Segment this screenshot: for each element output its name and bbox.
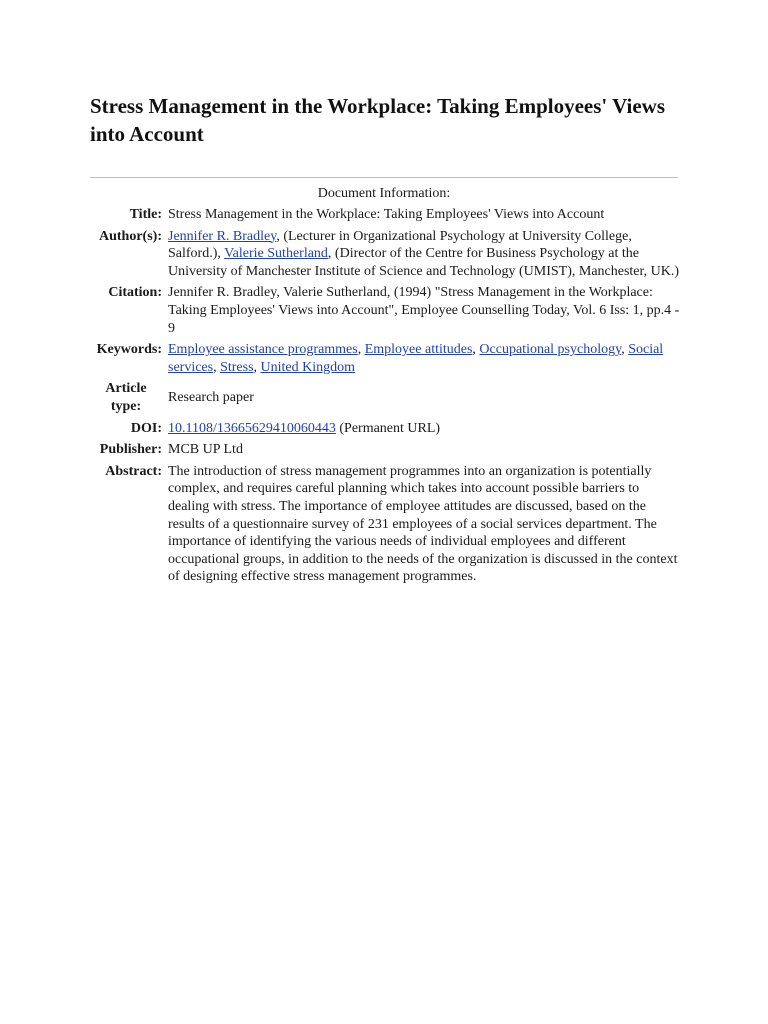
authors-row [90, 227, 680, 284]
abstract-label: Abstract: [105, 463, 162, 479]
keyword-link[interactable]: Occupational psychology [479, 342, 622, 358]
keyword-link[interactable]: United Kingdom [260, 359, 356, 375]
author-link-1[interactable]: Jennifer R. Bradley [168, 228, 277, 244]
author-affiliation-2: , (Director of the Centre for Business Psychology at the University of Manchester Institute of Science and Technology (UMIST), Manchester, UK.) [168, 246, 680, 279]
citation-row [90, 283, 680, 340]
keyword-link[interactable]: Social services [168, 342, 664, 375]
doi-label: DOI: [130, 420, 162, 436]
article-type-label: Article type: [105, 381, 147, 414]
keyword-link[interactable]: Employee assistance programmes [168, 342, 358, 358]
keywords-label: Keywords: [96, 342, 162, 358]
document-info-heading: Document Information: [317, 186, 451, 201]
author-link-2[interactable]: Valerie Sutherland [224, 246, 328, 262]
article-type-row [90, 379, 680, 418]
publisher-value: MCB UP Ltd [168, 442, 243, 458]
keyword-link[interactable]: Stress [220, 359, 254, 375]
title-row [90, 205, 680, 227]
doi-suffix: (Permanent URL) [335, 420, 441, 436]
keyword-link[interactable]: Employee attitudes [364, 342, 473, 358]
keyword-separator: , [213, 359, 221, 375]
title-value: Stress Management in the Workplace: Taking Employees' Views into Account [168, 207, 605, 222]
article-type-value: Research paper [168, 390, 254, 406]
authors-value [168, 227, 680, 284]
keywords-value [168, 340, 680, 379]
keyword-separator: , [253, 359, 261, 375]
author-affiliation-1: , (Lecturer in Organizational Psychology at University College, Salford.), [168, 228, 632, 262]
page-title: Stress Management in the Workplace: Taking Employees' Views into Account [90, 94, 666, 146]
publisher-label: Publisher: [99, 442, 162, 458]
publisher-row [90, 440, 680, 462]
abstract-value: The introduction of stress management programmes into an organization is potentially complex, and requires careful planning which takes into account possible barriers to dealing with stress. The importance of employee attitudes are discussed, based on the results of a questionnaire survey of 231 employees of a social services department. The importance of identifying the various needs of individual employees and different occupational groups, in addition to the needs of the organization is discussed in the context of designing effective stress management programmes. [168, 463, 678, 585]
keyword-separator: , [472, 342, 480, 358]
doi-link[interactable]: 10.1108/13665629410060443 [168, 420, 336, 436]
keywords-row [90, 340, 680, 379]
citation-value: Jennifer R. Bradley, Valerie Sutherland, (1994) "Stress Management in the Workplace: Taking Employees' Views into Account", Employee Counselling Today, Vol. 6 Iss: 1, pp.4 - 9 [168, 285, 680, 336]
citation-label: Citation: [108, 285, 162, 301]
abstract-row [90, 462, 680, 589]
divider [90, 177, 678, 178]
document-info-table [90, 205, 680, 589]
doi-row [90, 419, 680, 441]
keyword-separator: , [621, 342, 629, 358]
authors-label: Author(s): [99, 228, 162, 244]
keyword-separator: , [357, 342, 365, 358]
doi-value [168, 419, 680, 441]
title-label: Title: [129, 207, 162, 222]
